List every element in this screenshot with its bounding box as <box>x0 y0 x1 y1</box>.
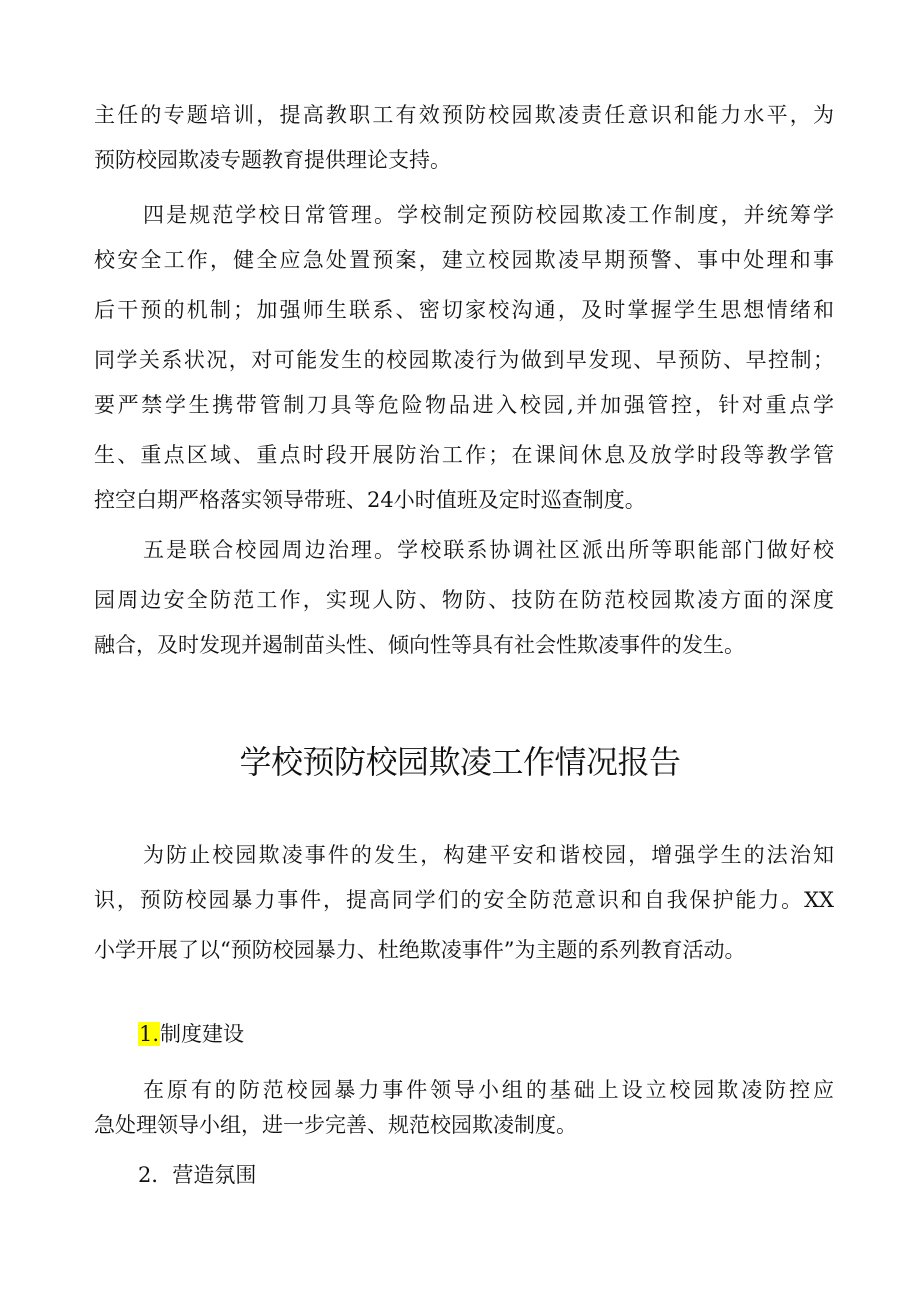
paragraph-line: 四是规范学校日常管理。学校制定预防校园欺凌工作制度，并统筹学 <box>143 203 834 227</box>
section-number: 2 <box>138 1163 152 1187</box>
paragraph-line: 小学开展了以“预防校园暴力、杜绝欺凌事件”为主题的系列教育活动。 <box>94 938 746 962</box>
section-heading <box>138 1019 244 1049</box>
section-heading <box>138 1160 256 1190</box>
paragraph-line: 园周边安全防范工作，实现人防、物防、技防在防范校园欺凌方面的深度 <box>94 588 834 612</box>
paragraph-line: 同学关系状况，对可能发生的校园欺凌行为做到早发现、早预防、早控制； <box>94 348 834 372</box>
report-title: 学校预防校园欺凌工作情况报告 <box>239 743 681 781</box>
section-number-highlight: 1. <box>139 1022 160 1046</box>
paragraph-line: 急处理领导小组，进一步完善、规范校园欺凌制度。 <box>94 1113 577 1137</box>
paragraph-line: 控空白期严格落实领导带班、24小时值班及定时巡查制度。 <box>94 488 646 512</box>
paragraph-line: 在原有的防范校园暴力事件领导小组的基础上设立校园欺凌防控应 <box>143 1078 834 1102</box>
section-title: 制度建设 <box>160 1022 245 1046</box>
section-title: ．营造氛围 <box>151 1163 257 1187</box>
paragraph-line: 融合，及时发现并遏制苗头性、倾向性等具有社会性欺凌事件的发生。 <box>94 633 745 657</box>
paragraph-line: 主任的专题培训，提高教职工有效预防校园欺凌责任意识和能力水平，为 <box>94 103 834 127</box>
paragraph-line: 五是联合校园周边治理。学校联系协调社区派出所等职能部门做好校 <box>143 538 834 562</box>
paragraph-line: 后干预的机制；加强师生联系、密切家校沟通，及时掌握学生思想情绪和 <box>94 298 834 322</box>
paragraph-line: 校安全工作，健全应急处置预案，建立校园欺凌早期预警、事中处理和事 <box>94 248 834 272</box>
paragraph-line: 预防校园欺凌专题教育提供理论支持。 <box>94 148 451 172</box>
paragraph-line: 要严禁学生携带管制刀具等危险物品进入校园,并加强管控，针对重点学 <box>94 393 834 417</box>
paragraph-line: 生、重点区域、重点时段开展防治工作；在课间休息及放学时段等教学管 <box>94 443 834 467</box>
paragraph-line: 为防止校园欺凌事件的发生，构建平安和谐校园，增强学生的法治知 <box>143 843 834 867</box>
paragraph-line: 识，预防校园暴力事件，提高同学们的安全防范意识和自我保护能力。XX <box>94 888 834 912</box>
